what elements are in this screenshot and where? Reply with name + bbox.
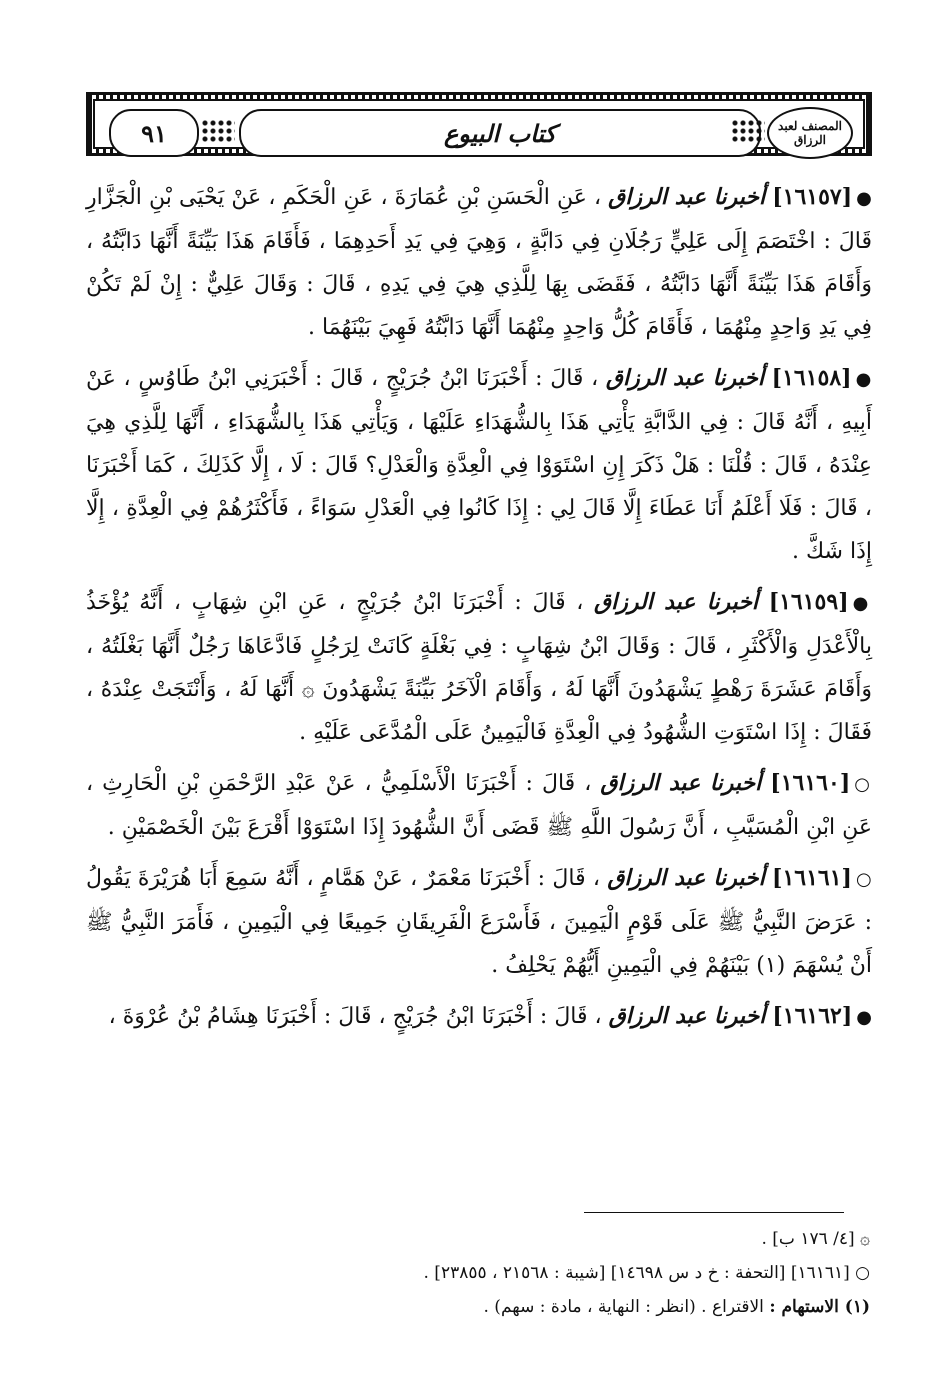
entry-number: [١٦١٥٩] xyxy=(768,589,849,615)
header-inner xyxy=(93,99,865,149)
entry-text: ، قَالَ : أَخْبَرَنَا مَعْمَرٌ ، عَنْ هَمَّامٍ ، أَنَّهُ سَمِعَ أَبَا هُرَيْرَةَ يَقُولُ : عَرَضَ النَّبِيُّ ﷺ عَلَى قَوْمٍ الْيَمِينَ ، فَأَسْرَعَ الْفَرِيقَانِ جَمِيعًا فِي الْيَمِينِ ، فَأَمَرَ النَّبِيُّ ﷺ أَنْ يُسْهَمَ (١) بَيْنَهُمْ فِي الْيَمِينِ أَيُّهُمْ يَحْلِفُ . xyxy=(86,866,872,978)
hadith-entry-16159 xyxy=(86,581,872,754)
marker-open-icon: ○ xyxy=(855,869,872,890)
hadith-entry-16158 xyxy=(86,357,872,573)
book-title: كتاب البيوع xyxy=(239,109,761,157)
entry-text: ، عَنِ الْحَسَنِ بْنِ عُمَارَةَ ، عَنِ الْحَكَمِ ، عَنْ يَحْيَى بْنِ الْجَزَّارِ قَالَ : اخْتَصَمَ إِلَى عَلِيٍّ رَجُلَانِ فِي دَابَّةٍ ، وَهِيَ فِي يَدِ أَحَدِهِمَا ، فَأَقَامَ هَذَا بَيِّنَةً أَنَّهَا دَابَّتُهُ ، وَأَقَامَ هَذَا بَيِّنَةً أَنَّهَا دَابَّتُهُ ، فَقَضَى بِهَا لِلَّذِي هِيَ فِي يَدِهِ ، قَالَ : وَقَالَ عَلِيٌّ : إِنْ لَمْ تَكُنْ فِي يَدِ وَاحِدٍ مِنْهُمَا ، فَأَقَامَ كُلُّ وَاحِدٍ مِنْهُمَا أَنَّهَا دَابَّتُهُ فَهِيَ بَيْنَهُمَا . xyxy=(86,185,872,340)
ornament-right-icon xyxy=(731,119,765,143)
footnotes xyxy=(86,1222,872,1324)
footnote-term: (١) الاستهام : xyxy=(769,1297,870,1317)
author-logo: المصنف لعبد الرزاق xyxy=(767,107,853,159)
entry-number: [١٦١٥٧] xyxy=(772,184,853,210)
entry-number: [١٦١٦١] xyxy=(772,865,852,891)
marker-filled-icon: ● xyxy=(856,1007,872,1028)
entry-number: [١٦١٥٨] xyxy=(771,365,852,391)
marker-open-icon: ○ xyxy=(854,774,872,795)
hadith-entry-16157 xyxy=(86,176,872,349)
marker-filled-icon: ● xyxy=(855,369,872,390)
main-text xyxy=(86,176,872,1047)
page-header xyxy=(86,92,872,156)
marker-filled-icon: ● xyxy=(856,188,872,209)
entry-opening: أخبرنا عبد الرزاق xyxy=(608,1003,766,1029)
entry-opening: أخبرنا عبد الرزاق xyxy=(607,865,765,891)
footnote-definition-text: الاقتراع . (انظر : النهاية ، مادة : سهم) . xyxy=(483,1297,764,1317)
marker-filled-icon: ● xyxy=(852,593,872,614)
page-number: ٩١ xyxy=(109,109,199,157)
entry-opening: أخبرنا عبد الرزاق xyxy=(600,770,762,796)
entry-text: ، قَالَ : أَخْبَرَنَا الْأَسْلَمِيُّ ، عَنْ عَبْدِ الرَّحْمَنِ بْنِ الْحَارِثِ ، عَنِ ابْنِ الْمُسَيَّبِ ، أَنَّ رَسُولَ اللَّهِ ﷺ قَضَى أَنَّ الشُّهُودَ إِذَا اسْتَوَوْا أَقْرَعَ بَيْنَ الْخَصْمَيْنِ . xyxy=(86,771,872,840)
entry-text: ، قَالَ : أَخْبَرَنَا ابْنُ جُرَيْجٍ ، قَالَ : أَخْبَرَنِي ابْنُ طَاوُسٍ ، عَنْ أَبِيهِ ، أَنَّهُ قَالَ : فِي الدَّابَّةِ يَأْتِي هَذَا بِالشُّهَدَاءِ عَلَيْهَا ، وَيَأْتِي هَذَا بِالشُّهَدَاءِ ، أَنَّهَا لِلَّذِي هِيَ عِنْدَهُ ، قَالَ : قُلْنَا : هَلْ ذَكَرَ إِنِ اسْتَوَوْا فِي الْعِدَّةِ وَالْعَدْلِ؟ قَالَ : لَا ، إِلَّا كَذَلِكَ ، كَمَا أَخْبَرَنَا ، قَالَ : فَلَا أَعْلَمُ أَنَا عَطَاءَ إِلَّا قَالَ لِي : إِذَا كَانُوا فِي الْعَدْلِ سَوَاءً ، فَأَكْثَرُهُمْ فِي الْعِدَّةِ ، إِلَّا إِذَا شَكَّ . xyxy=(86,366,872,564)
footnote-page-ref: ۞ [٤/ ١٧٦ ب] . xyxy=(761,1229,870,1249)
entry-number: [١٦١٦٠] xyxy=(770,770,851,796)
entry-number: [١٦١٦٢] xyxy=(772,1003,853,1029)
entry-opening: أخبرنا عبد الرزاق xyxy=(605,365,764,391)
hadith-entry-16160 xyxy=(86,762,872,849)
footnote-definition xyxy=(86,1290,872,1324)
footnote-takhrij: ○ [١٦١٦١] [التحفة : خ د س ١٤٦٩٨] [شيبة : ٢١٥٦٨ ، ٢٣٨٥٥] . xyxy=(423,1263,870,1283)
footnote-divider xyxy=(584,1212,844,1213)
ornament-left-icon xyxy=(201,119,235,143)
hadith-entry-16161 xyxy=(86,857,872,987)
hadith-entry-16162 xyxy=(86,995,872,1039)
entry-text: ، قَالَ : أَخْبَرَنَا ابْنُ جُرَيْجٍ ، عَنِ ابْنِ شِهَابٍ ، أَنَّهُ يُؤْخَذُ بِالْأَعْدَلِ وَالْأَكْثَرِ ، قَالَ : وَقَالَ ابْنُ شِهَابٍ : فِي بَغْلَةٍ كَانَتْ لِرَجُلٍ فَادَّعَاهَا رَجُلٌ أَنَّهَا بَغْلَتُهُ ، وَأَقَامَ عَشَرَةَ رَهْطٍ يَشْهَدُونَ أَنَّهَا لَهُ ، وَأَقَامَ الْآخَرُ بَيِّنَةً يَشْهَدُونَ ۞ أَنَّهَا لَهُ ، وَأَنْتَجَتْ عِنْدَهُ ، فَقَالَ : إِذَا اسْتَوَتِ الشُّهُودُ فِي الْعِدَّةِ فَالْيَمِينُ عَلَى الْمُدَّعَى عَلَيْهِ . xyxy=(86,590,872,745)
entry-opening: أخبرنا عبد الرزاق xyxy=(594,589,759,615)
entry-text: ، قَالَ : أَخْبَرَنَا ابْنُ جُرَيْجٍ ، قَالَ : أَخْبَرَنَا هِشَامُ بْنُ عُرْوَةَ ، xyxy=(108,1004,602,1029)
entry-opening: أخبرنا عبد الرزاق xyxy=(608,184,766,210)
